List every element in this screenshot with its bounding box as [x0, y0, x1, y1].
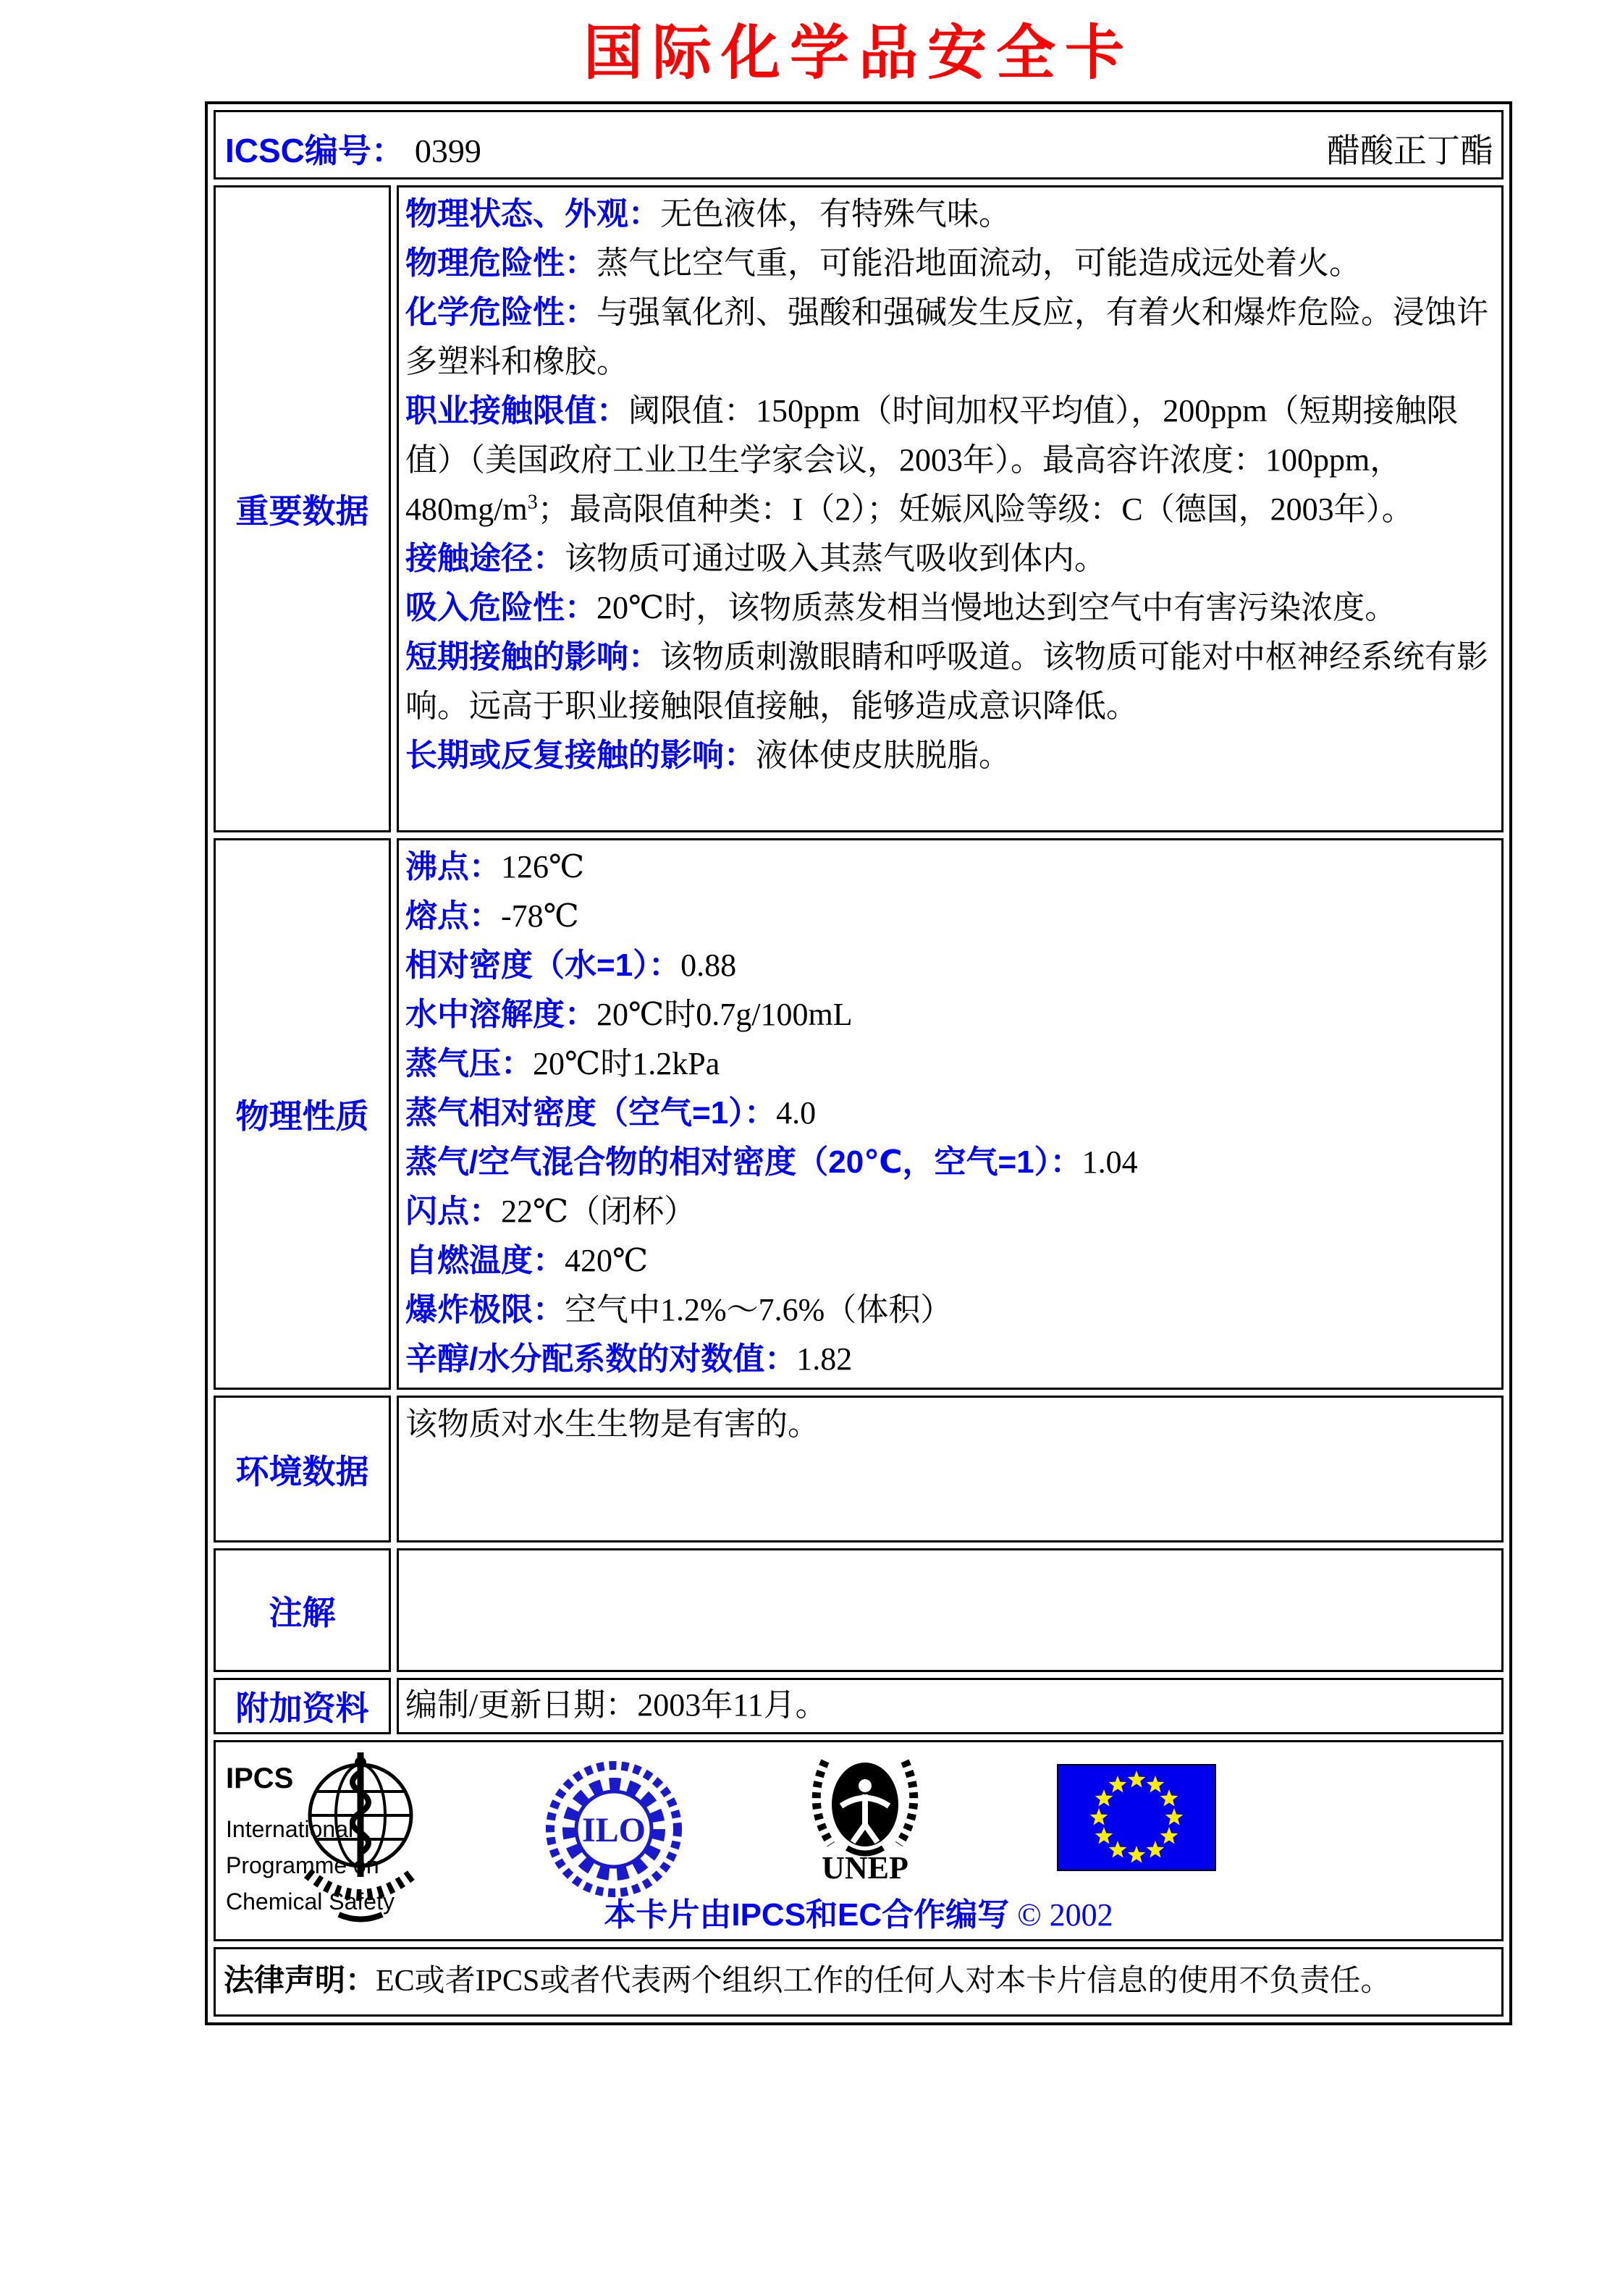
page-title: 国际化学品安全卡: [583, 20, 1134, 86]
section-label-cell-additional: [214, 1678, 391, 1734]
logos-row: [214, 1740, 1504, 1941]
unep-logo-icon: [804, 1754, 927, 1884]
header-row-cell: [214, 110, 1504, 180]
icsc-number-value: 0399: [414, 132, 481, 169]
ipcs-acronym: IPCS: [226, 1763, 294, 1794]
physical-item-relative-density: 相对密度（水=1）：0.88: [405, 947, 737, 983]
physical-item-water-solubility: 水中溶解度：20℃时0.7g/100mL: [405, 997, 853, 1032]
physical-item-vapor-density: 蒸气相对密度（空气=1）：4.0: [405, 1095, 817, 1131]
icsc-number-group: [225, 124, 481, 172]
copyright-text: © 2002: [1017, 1897, 1113, 1933]
section-label-important: 重要数据: [235, 492, 369, 530]
eu-flag-icon: [1057, 1764, 1216, 1871]
physical-item-melting-point: 熔点：-78℃: [405, 898, 579, 934]
physical-item-vapor-pressure: 蒸气压：20℃时1.2kPa: [405, 1046, 720, 1081]
environment-text: 该物质对水生生物是有害的。: [405, 1406, 819, 1442]
section-label-physical: 物理性质: [235, 1097, 369, 1135]
caption-text: 本卡片由IPCS和EC合作编写: [604, 1897, 1010, 1933]
cooperation-caption: [216, 1888, 1501, 1935]
section-content-physical: [397, 838, 1504, 1390]
physical-item-vapor-air-mixture-density: 蒸气/空气混合物的相对密度（20℃，空气=1）：1.04: [405, 1144, 1138, 1180]
section-label-environment: 环境数据: [235, 1452, 369, 1490]
important-item-inhalation-risk: 吸入危险性：20℃时，该物质蒸发相当慢地达到空气中有害污染浓度。: [405, 590, 1397, 625]
important-item-chemical-danger: 化学危险性：与强氧化剂、强酸和强碱发生反应，有着火和爆炸危险。浸蚀许多塑料和橡胶。: [405, 295, 1488, 379]
additional-text: 编制/更新日期：2003年11月。: [405, 1687, 827, 1723]
physical-item-octanol-water-partition: 辛醇/水分配系数的对数值：1.82: [405, 1341, 853, 1377]
ipcs-line3: Chemical Safety: [226, 1888, 395, 1915]
section-content-additional: [397, 1678, 1504, 1734]
physical-item-explosive-limits: 爆炸极限：空气中1.2%～7.6%（体积）: [405, 1292, 953, 1328]
ipcs-line1: International: [226, 1816, 354, 1842]
physical-item-autoignition-temperature: 自燃温度：420℃: [405, 1243, 649, 1278]
section-label-notes: 注解: [269, 1593, 336, 1632]
section-label-cell-important: [214, 185, 391, 832]
section-content-environment: [397, 1396, 1504, 1542]
legal-row: [214, 1947, 1504, 2017]
important-item-physical-state: 物理状态、外观：无色液体，有特殊气味。: [405, 196, 1011, 232]
legal-label: 法律声明：: [224, 1963, 376, 1997]
important-item-occupational-limits: 职业接触限值：阈限值：150ppm（时间加权平均值），200ppm（短期接触限值）（美国政府工业卫生学家会议，2003年）。最高容许浓度：100ppm，$480mg/m^3$；最高限值种类：I（2）；妊娠风险等级：C（德国，2003年）。: [405, 393, 1459, 527]
chemical-name: 醋酸正丁酯: [1327, 132, 1493, 169]
section-label-cell-physical: [214, 838, 391, 1390]
section-label-cell-environment: [214, 1396, 391, 1542]
legal-text: EC或者IPCS或者代表两个组织工作的任何人对本卡片信息的使用不负责任。: [376, 1964, 1391, 1998]
section-label-cell-notes: [214, 1548, 391, 1672]
section-content-important: [397, 185, 1504, 832]
superscript-3: 3: [527, 491, 538, 514]
important-item-long-term-effects: 长期或反复接触的影响：液体使皮肤脱脂。: [405, 738, 1011, 773]
physical-item-boiling-point: 沸点：126℃: [405, 849, 585, 885]
icsc-table: [205, 101, 1512, 2025]
svg-text:ILO: ILO: [581, 1811, 646, 1849]
ipcs-line2: Programme on: [226, 1852, 379, 1878]
important-item-physical-danger: 物理危险性：蒸气比空气重，可能沿地面流动，可能造成远处着火。: [405, 245, 1361, 281]
unep-text: UNEP: [822, 1850, 908, 1884]
icsc-number-label: ICSC编号：: [225, 132, 405, 169]
physical-item-flash-point: 闪点：22℃（闭杯）: [405, 1194, 696, 1229]
important-item-short-term-effects: 短期接触的影响：该物质刺激眼睛和呼吸道。该物质可能对中枢神经系统有影响。远高于职业接触限值接触，能够造成意识降低。: [405, 639, 1488, 724]
important-item-exposure-routes: 接触途径：该物质可通过吸入其蒸气吸收到体内。: [405, 541, 1106, 576]
section-content-notes: [397, 1548, 1504, 1672]
ilo-logo-icon: [543, 1758, 685, 1900]
section-label-additional: 附加资料: [235, 1689, 369, 1727]
